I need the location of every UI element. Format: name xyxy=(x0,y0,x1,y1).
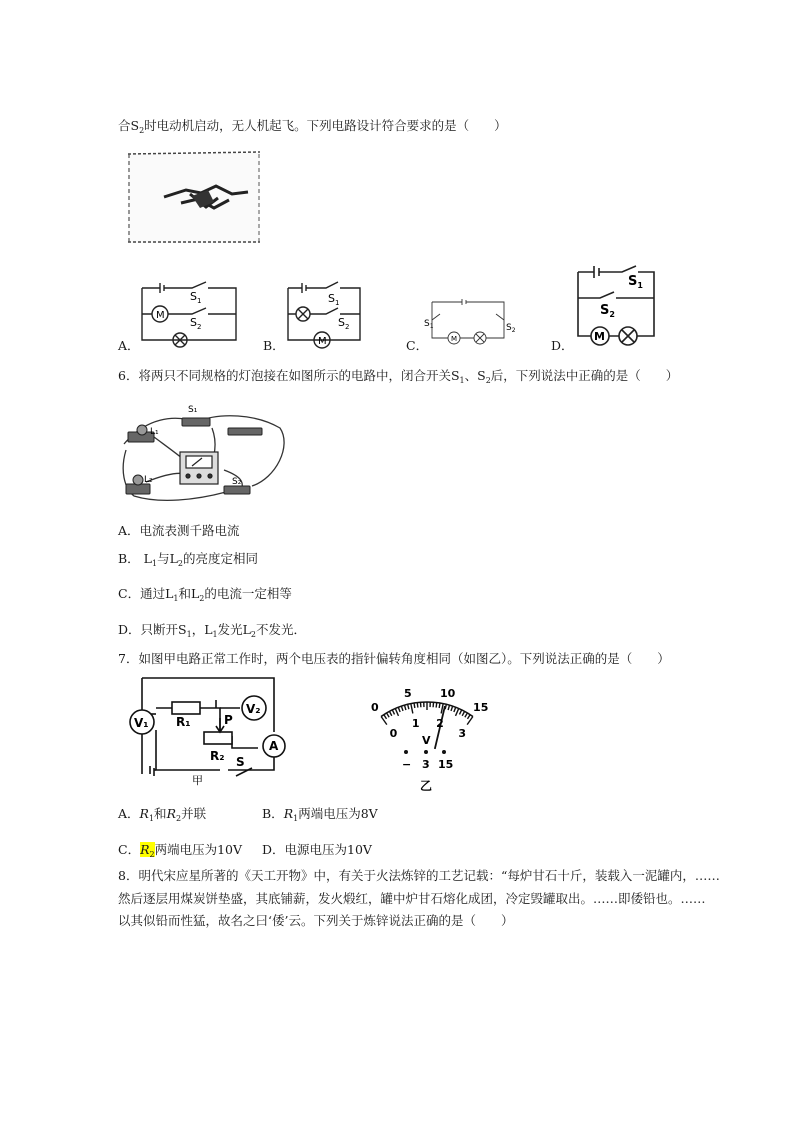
q6-optb-s2: 2 xyxy=(177,559,183,568)
q7-option-b xyxy=(262,806,378,827)
q6-optc-b: 和L xyxy=(178,586,200,601)
q6-l2-label: L₂ xyxy=(144,475,153,485)
terminal-neg: − xyxy=(402,758,412,771)
q6-s1-label: S₁ xyxy=(188,405,198,415)
q8-line-1: 8．明代宋应星所著的《天工开物》中，有关于火法炼锌的工艺记载：“每炉甘石十斤，装载入一泥罐内，…… xyxy=(118,868,720,883)
q7-opta-c: 并联 xyxy=(181,806,207,821)
q7-optb-rs: 1 xyxy=(293,814,299,823)
q5-intro-prefix: 合S xyxy=(118,118,140,133)
meter-bottom-0: 0 xyxy=(389,726,398,740)
meter-tick xyxy=(414,703,415,708)
q6-s2-label: S₂ xyxy=(232,477,242,487)
r2-label: R₂ xyxy=(210,749,225,763)
q7-optc-r: R xyxy=(140,842,150,857)
meter-top-0: 0 xyxy=(370,701,379,715)
q6-optd-c: 发光L xyxy=(217,622,251,637)
meter-top-5: 5 xyxy=(404,686,412,700)
motor-label-a: M xyxy=(156,310,165,321)
meter-bottom-3: 3 xyxy=(458,726,467,740)
q5-option-b-label: B． xyxy=(263,338,285,353)
r1-label: R₁ xyxy=(176,715,191,729)
q6-optd-s2: 1 xyxy=(212,630,218,639)
q7-opta-a: A． xyxy=(118,806,140,821)
meter-bottom-1: 1 xyxy=(411,717,420,731)
q6-optd-a: D．只断开S xyxy=(118,622,187,637)
s1-label-b: $S_1$ xyxy=(328,292,340,307)
q5-intro-rest: 时电动机启动，无人机起飞。下列电路设计符合要求的是（ ） xyxy=(144,118,507,133)
q6-stem-a: 6．将两只不同规格的灯泡接在如图所示的电路中，闭合开关S xyxy=(118,368,460,383)
q5-option-a-label: A． xyxy=(118,338,140,353)
circuit-caption: 甲 xyxy=(192,774,203,787)
q6-optd-b: ，L xyxy=(191,622,213,637)
q6-optc-c: 的电流一定相等 xyxy=(204,586,292,601)
q6-optb-c: 的亮度定相同 xyxy=(182,551,258,566)
q7-optc-a: C． xyxy=(118,842,141,857)
q5-intro-line xyxy=(118,118,507,139)
q7-optb-b: 两端电压为8V xyxy=(298,806,378,821)
q7-optc-rs: 2 xyxy=(149,850,155,859)
q6-stem-s2-sub: 2 xyxy=(485,376,491,385)
v2-label: V₂ xyxy=(246,702,261,716)
drone-photo xyxy=(126,150,262,246)
q5-option-d-label: D． xyxy=(551,338,574,353)
meter-tick xyxy=(398,707,400,712)
meter-tick xyxy=(411,704,413,714)
q6-optc-s2: 2 xyxy=(199,594,205,603)
meter-tick xyxy=(408,704,409,709)
s1-label-d: $S_1$ xyxy=(628,274,643,290)
q7-circuit-jia xyxy=(116,674,296,788)
q5-circuit-c xyxy=(420,292,520,350)
meter-tick xyxy=(451,706,453,711)
meter-tick xyxy=(392,710,394,715)
meter-top-10: 10 xyxy=(439,686,456,700)
q7-opta-r1s: 1 xyxy=(148,814,155,823)
q6-stem-b: 、S xyxy=(464,368,486,383)
s1-label-a: $S_1$ xyxy=(190,290,202,305)
meter-tick xyxy=(448,705,449,710)
q7-option-a xyxy=(118,806,206,821)
s2-label-d: $S_2$ xyxy=(600,303,615,319)
motor-label-b: M xyxy=(318,336,327,347)
q5-circuit-a xyxy=(136,278,246,350)
q5-intro-sub: 2 xyxy=(139,126,145,135)
q6-l1-label: L₁ xyxy=(150,427,159,437)
q7-option-d: D．电源电压为10V xyxy=(262,842,372,857)
q6-optb-b: 与L xyxy=(157,551,178,566)
q6-optc-a: C．通过L xyxy=(118,586,174,601)
q7-opta-r2s: 2 xyxy=(175,814,182,823)
q8-line-2: 然后逐层用煤炭饼垫盛，其底铺薪，发火煅红，罐中炉甘石熔化成团，冷定毁罐取出。……即倭铅也。…… xyxy=(118,891,706,906)
q6-stem-c: 后，下列说法中正确的是（ ） xyxy=(490,368,679,383)
s2-label-a: $S_2$ xyxy=(190,316,202,331)
q7-opta-r1: R xyxy=(139,806,149,821)
q6-optd-s3: 2 xyxy=(250,630,256,639)
meter-unit: V xyxy=(422,734,431,747)
voltmeter-yi xyxy=(352,674,502,796)
terminal-3: 3 xyxy=(422,758,430,771)
s2-label-b: $S_2$ xyxy=(338,316,350,331)
q6-optd-d: 不发光． xyxy=(256,622,307,637)
q5-circuit-d xyxy=(570,262,664,350)
meter-tick xyxy=(405,705,406,710)
meter-top-15: 15 xyxy=(473,701,489,715)
q6-optd-s1: 1 xyxy=(186,630,192,639)
q8-line-3: 以其似铅而性猛，故名之曰‘倭’云。下列关于炼锌说法正确的是（ ） xyxy=(118,913,514,928)
switch-s-label: S xyxy=(236,755,245,769)
motor-label-c: M xyxy=(451,335,458,343)
motor-label-d: M xyxy=(594,330,605,343)
q6-option-a: A．电流表测千路电流 xyxy=(118,523,240,538)
meter-bottom-2: 2 xyxy=(436,717,444,731)
q7-optb-r: R xyxy=(283,806,294,821)
meter-tick xyxy=(459,710,461,715)
meter-tick xyxy=(401,706,403,711)
q7-opta-b: 和 xyxy=(154,806,167,821)
meter-caption: 乙 xyxy=(420,779,433,793)
p-label: P xyxy=(224,713,233,727)
q5-circuit-b xyxy=(284,278,366,350)
q7-option-c xyxy=(118,842,242,863)
meter-tick xyxy=(454,707,456,712)
q7-optb-a: B． xyxy=(262,806,284,821)
s1-label-c: $S_1$ xyxy=(424,319,434,330)
q5-option-c-label: C． xyxy=(406,338,429,353)
q7-opta-r2: R xyxy=(166,806,176,821)
q6-stem xyxy=(118,368,678,389)
q7-stem: 7．如图甲电路正常工作时，两个电压表的指针偏转角度相同（如图乙）。下列说法正确的是（ ） xyxy=(118,651,670,666)
meter-tick xyxy=(439,703,440,708)
q6-option-b xyxy=(118,551,258,572)
q6-optb-a: B． L xyxy=(118,551,152,566)
meter-tick xyxy=(395,709,398,716)
terminal-15: 15 xyxy=(438,758,454,771)
q6-option-c xyxy=(118,586,292,607)
q6-physical-circuit xyxy=(116,400,288,512)
q6-stem-s1-sub: 1 xyxy=(459,376,465,385)
v1-label: V₁ xyxy=(134,716,149,730)
meter-tick xyxy=(456,709,459,716)
q6-optc-s1: 1 xyxy=(173,594,179,603)
q6-optb-s1: 1 xyxy=(151,559,158,568)
q6-option-d xyxy=(118,622,306,643)
q7-optc-b: 两端电压为10V xyxy=(154,842,243,857)
q7-options-ab xyxy=(118,806,206,827)
ammeter-label: A xyxy=(269,739,279,753)
highlight-r2 xyxy=(140,842,155,857)
s2-label-c: $S_2$ xyxy=(506,323,516,334)
